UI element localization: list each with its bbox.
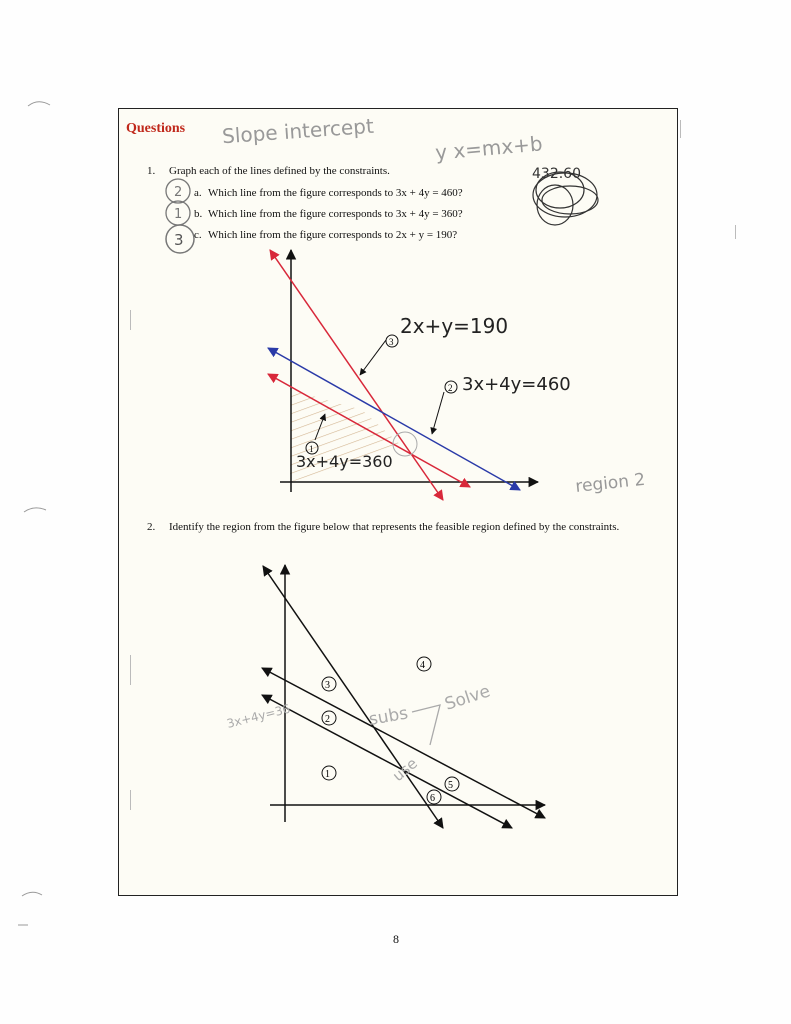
question-2-text: Identify the region from the figure below that represents the feasible region defined by the constraints.: [169, 521, 620, 533]
scan-stray-mark: [735, 225, 736, 239]
svg-text:2: 2: [448, 383, 453, 393]
region-marker-5: [445, 777, 459, 791]
question-1b-text: Which line from the figure corresponds to 3x + 4y = 360?: [208, 208, 463, 220]
handwritten-arrow: [412, 705, 440, 745]
figure-2: [225, 565, 545, 828]
svg-text:2: 2: [325, 714, 330, 725]
label-3x-4y-360: 3x+4y=360: [296, 452, 393, 471]
question-1c-text: Which line from the figure corresponds to 2x + y = 190?: [208, 229, 458, 241]
section-title: Questions: [126, 121, 186, 136]
handwritten-subs: subs: [367, 703, 410, 730]
handwritten-solve: Solve: [442, 681, 493, 715]
question-2-number: 2.: [147, 521, 156, 533]
fig2-line-steep: [263, 566, 443, 828]
handwritten-scribble: 432.60: [532, 166, 581, 182]
svg-text:1: 1: [325, 769, 330, 780]
answer-b-text: 1: [174, 207, 183, 222]
page-number: 8: [393, 932, 399, 946]
scan-stray-mark: [130, 790, 131, 810]
question-1a-text: Which line from the figure corresponds to 3x + 4y = 460?: [208, 187, 463, 199]
figure-1: [268, 250, 646, 500]
answer-c-text: 3: [174, 231, 184, 249]
pointer-line-2: [432, 392, 444, 434]
svg-text:3: 3: [325, 680, 330, 691]
svg-text:1: 1: [309, 444, 314, 454]
label-region-2: region 2: [574, 469, 647, 497]
svg-text:6: 6: [430, 793, 435, 804]
question-1b-label: b.: [194, 208, 203, 220]
svg-text:3: 3: [389, 337, 394, 347]
scan-stray-mark: [130, 310, 131, 330]
handwritten-formula: y x=mx+b: [434, 131, 544, 165]
region-marker-1: [322, 766, 336, 780]
answer-a-text: 2: [174, 185, 183, 200]
question-1-text: Graph each of the lines defined by the constraints.: [169, 165, 390, 177]
handwritten-use: use: [389, 754, 421, 786]
figure-1-marker-2: [445, 381, 457, 393]
region-marker-2: [322, 711, 336, 725]
svg-text:4: 4: [420, 660, 425, 671]
pointer-line-3: [360, 340, 386, 375]
label-2x-y-190: 2x+y=190: [400, 314, 509, 338]
scan-marks: [18, 102, 50, 925]
margin-note-3x-4y: 3x+4y=36: [225, 701, 292, 731]
question-1a-label: a.: [194, 187, 202, 199]
scribble-mark: [533, 172, 598, 225]
label-3x-4y-460: 3x+4y=460: [462, 374, 571, 395]
answer-circles: [166, 179, 194, 253]
region-marker-4: [417, 657, 431, 671]
svg-text:5: 5: [448, 780, 453, 791]
figure-1-marker-3: [386, 335, 398, 347]
handwritten-slope-intercept: Slope intercept: [221, 113, 375, 149]
scan-stray-mark: [130, 655, 131, 685]
scan-stray-mark: [680, 120, 681, 138]
region-marker-6: [427, 790, 441, 804]
fig2-line-upper: [262, 668, 545, 818]
region-marker-3: [322, 677, 336, 691]
question-1-number: 1.: [147, 165, 156, 177]
question-1c-label: c.: [194, 229, 202, 241]
